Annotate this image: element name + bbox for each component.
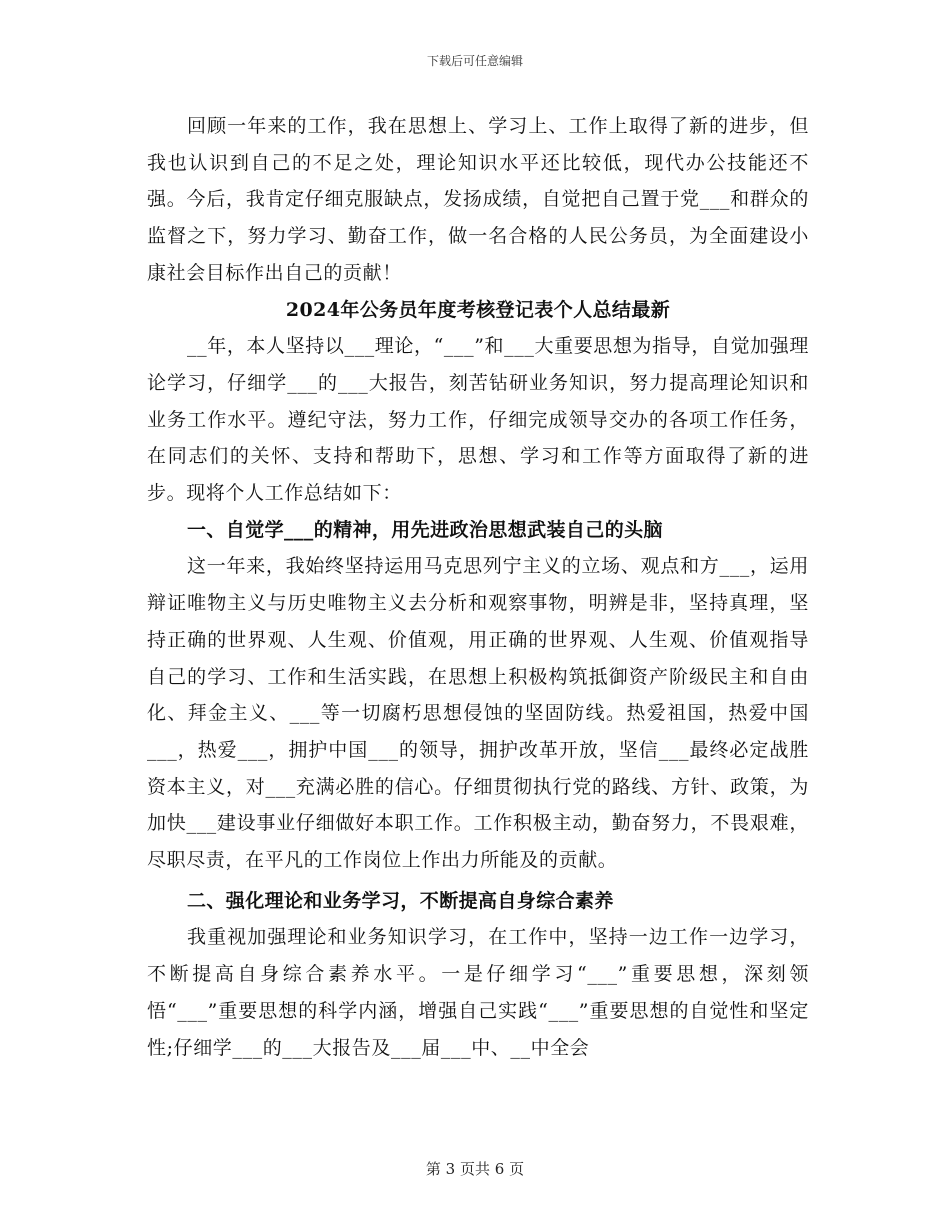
opening-paragraph: __年，本人坚持以___理论，“___”和___大重要思想为指导，自觉加强理论学习，仔细学___的___大报告，刻苦钻研业务知识，努力提高理论知识和业务工作水平。遵纪守法，努力工作，仔细完成领导交办的各项工作任务，在同志们的关怀、支持和帮助下，思想、学习和工作等方面取得了新的进步。现将个人工作总结如下： <box>147 335 809 505</box>
intro-paragraph: 回顾一年来的工作，我在思想上、学习上、工作上取得了新的进步，但我也认识到自己的不足之处，理论知识水平还比较低，现代办公技能还不强。今后，我肯定仔细克服缺点，发扬成绩，自觉把自己置于党___和群众的监督之下，努力学习、勤奋工作，做一名合格的人民公务员，为全面建设小康社会目标作出自己的贡献！ <box>147 115 809 284</box>
section-heading-2: 二、强化理论和业务学习，不断提高自身综合素养 <box>187 889 614 912</box>
section-1-paragraph: 这一年来，我始终坚持运用马克思列宁主义的立场、观点和方___，运用辩证唯物主义与历史唯物主义去分析和观察事物，明辨是非，坚持真理，坚持正确的世界观、人生观、价值观，用正确的世界观、人生观、价值观指导自己的学习、工作和生活实践，在思想上积极构筑抵御资产阶级民主和自由化、拜金主义、___等一切腐朽思想侵蚀的坚固防线。热爱祖国，热爱中国___，热爱___，拥护中国___的领导，拥护改革开放，坚信___最终必定战胜资本主义，对___充满必胜的信心。仔细贯彻执行党的路线、方针、政策，为加快___建设事业仔细做好本职工作。工作积极主动，勤奋努力，不畏艰难，尽职尽责，在平凡的工作岗位上作出力所能及的贡献。 <box>147 555 809 872</box>
document-title: 2024年公务员年度考核登记表个人总结最新 <box>285 298 671 321</box>
section-2-paragraph: 我重视加强理论和业务知识学习，在工作中，坚持一边工作一边学习，不断提高自身综合素养水平。一是仔细学习“___”重要思想，深刻领悟“___”重要思想的科学内涵，增强自己实践“___”重要思想的自觉性和坚定性;仔细学___的___大报告及___届___中、__中全会 <box>147 926 809 1059</box>
section-heading-1: 一、自觉学___的精神，用先进政治思想武装自己的头脑 <box>187 518 663 541</box>
page-footer: 第 3 页共 6 页 <box>425 1160 525 1178</box>
document-body <box>147 108 809 1066</box>
page-header: 下载后可任意编辑 <box>426 54 523 68</box>
